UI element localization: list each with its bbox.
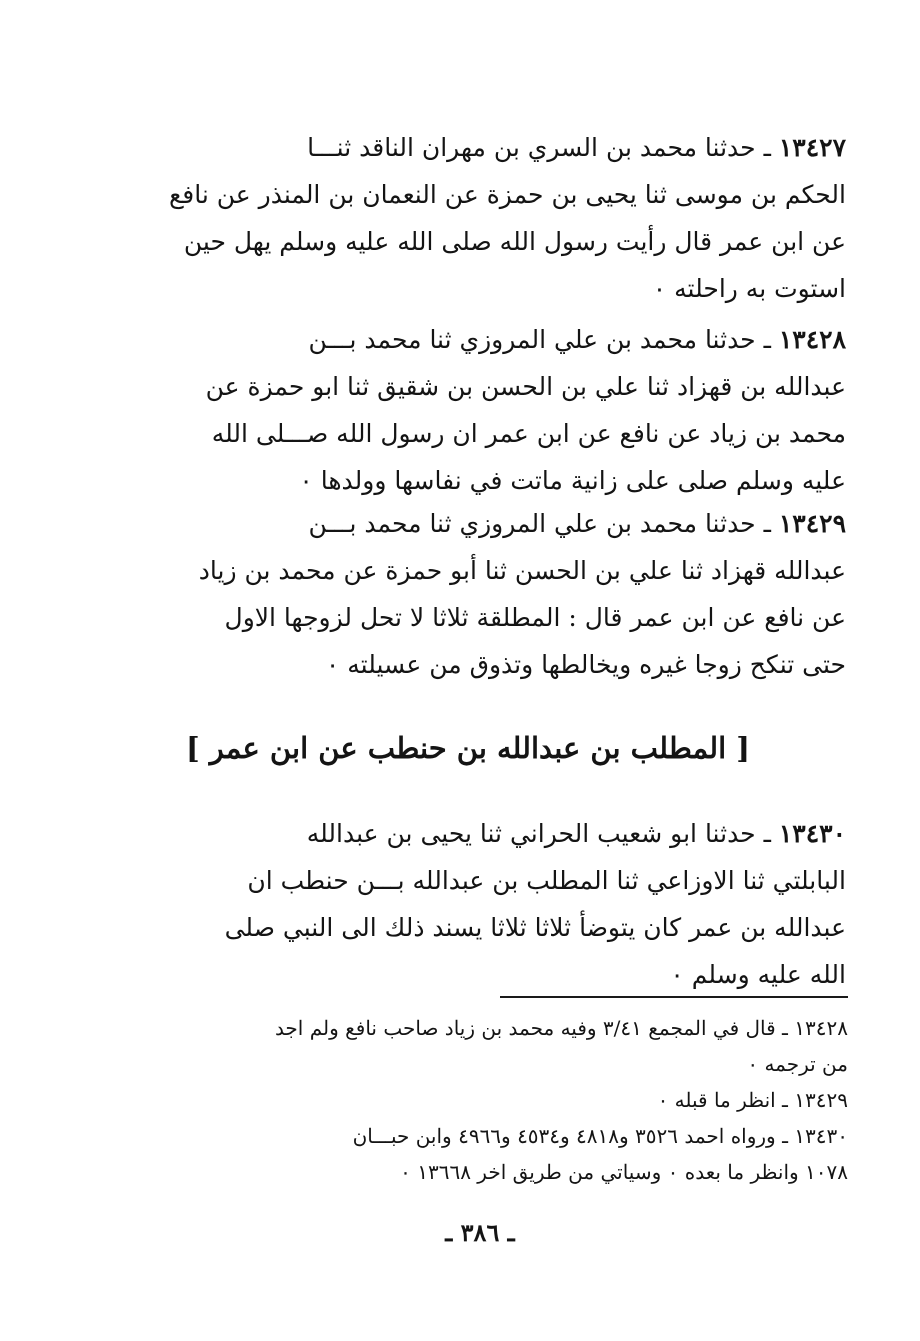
footnote-line: من ترجمه ٠ bbox=[747, 1052, 848, 1076]
hadith-13428 bbox=[128, 316, 846, 504]
hadith-line: ١٣٤٢٨ ـ حدثنا محمد بن علي المروزي ثنا محمد بـــن bbox=[308, 325, 846, 354]
hadith-number: ١٣٤٣٠ bbox=[778, 819, 846, 848]
hadith-line: حتى تنكح زوجا غيره ويخالطها وتذوق من عسيلته ٠ bbox=[325, 650, 846, 679]
hadith-line: عليه وسلم صلى على زانية ماتت في نفاسها وولدها ٠ bbox=[299, 466, 846, 495]
hadith-text: حدثنا محمد بن علي المروزي ثنا محمد بـــن bbox=[308, 509, 756, 538]
hadith-line: ١٣٤٣٠ ـ حدثنا ابو شعيب الحراني ثنا يحيى بن عبدالله bbox=[306, 819, 846, 848]
footnotes bbox=[140, 1010, 848, 1190]
hadith-text: حدثنا محمد بن علي المروزي ثنا محمد بـــن bbox=[308, 325, 756, 354]
footnote-line: ١٣٤٢٩ ـ انظر ما قبله ٠ bbox=[657, 1088, 848, 1112]
hadith-number: ١٣٤٢٩ bbox=[778, 509, 846, 538]
hadith-line: البابلتي ثنا الاوزاعي ثنا المطلب بن عبدالله بـــن حنطب ان bbox=[247, 866, 846, 895]
hadith-number: ١٣٤٢٨ bbox=[778, 325, 846, 354]
hadith-13427 bbox=[128, 124, 846, 312]
hadith-line: عن نافع عن ابن عمر قال : المطلقة ثلاثا لا تحل لزوجها الاول bbox=[224, 603, 846, 632]
hadith-line: الحكم بن موسى ثنا يحيى بن حمزة عن النعمان بن المنذر عن نافع bbox=[168, 180, 846, 209]
footnote-separator bbox=[500, 996, 848, 998]
hadith-line: استوت به راحلته ٠ bbox=[652, 274, 846, 303]
hadith-line: ١٣٤٢٧ ـ حدثنا محمد بن السري بن مهران الناقد ثنـــا bbox=[307, 133, 846, 162]
footnote-line: ١٣٤٣٠ ـ ورواه احمد ٣٥٢٦ و٤٨١٨ و٤٥٣٤ و٤٩٦٦ وابن حبـــان bbox=[352, 1124, 848, 1148]
hadith-line: عبدالله بن عمر كان يتوضأ ثلاثا ثلاثا يسند ذلك الى النبي صلى bbox=[224, 913, 846, 942]
hadith-line: عبدالله قهزاد ثنا علي بن الحسن ثنا أبو حمزة عن محمد بن زياد bbox=[198, 556, 846, 585]
page-number: ـ ٣٨٦ ـ bbox=[445, 1218, 515, 1247]
hadith-line: عن ابن عمر قال رأيت رسول الله صلى الله عليه وسلم يهل حين bbox=[183, 227, 846, 256]
hadith-13430 bbox=[128, 810, 846, 998]
hadith-line: الله عليه وسلم ٠ bbox=[670, 960, 846, 989]
hadith-line: عبدالله بن قهزاد ثنا علي بن الحسن بن شقيق ثنا ابو حمزة عن bbox=[205, 372, 846, 401]
hadith-text: حدثنا محمد بن السري بن مهران الناقد ثنـــا bbox=[307, 133, 756, 162]
hadith-number: ١٣٤٢٧ bbox=[778, 133, 846, 162]
hadith-line: ١٣٤٢٩ ـ حدثنا محمد بن علي المروزي ثنا محمد بـــن bbox=[308, 509, 846, 538]
hadith-text: حدثنا ابو شعيب الحراني ثنا يحيى بن عبدالله bbox=[306, 819, 756, 848]
hadith-13429 bbox=[128, 500, 846, 688]
footnote-line: ١٣٤٢٨ ـ قال في المجمع ٣/٤١ وفيه محمد بن زياد صاحب نافع ولم اجد bbox=[274, 1016, 848, 1040]
hadith-line: محمد بن زياد عن نافع عن ابن عمر ان رسول الله صـــلى الله bbox=[211, 419, 846, 448]
footnote-line: ١٠٧٨ وانظر ما بعده ٠ وسياتي من طريق اخر ١٣٦٦٨ ٠ bbox=[400, 1160, 848, 1184]
section-title: [ المطلب بن عبدالله بن حنطب عن ابن عمر ] bbox=[185, 731, 750, 765]
